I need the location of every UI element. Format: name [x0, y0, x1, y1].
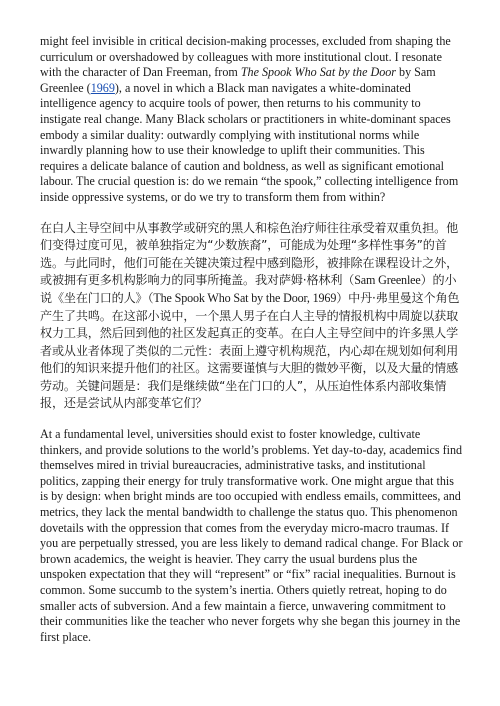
paragraph2-author-name: Sam Greenlee: [354, 273, 421, 288]
document-page: [40, 34, 464, 645]
paragraph2-book-reference: The Spook Who Sat by the Door, 1969: [153, 290, 337, 305]
book-title: The Spook Who Sat by the Door: [240, 65, 396, 80]
paragraph-english-2: At a fundamental level, universities should exist to foster knowledge, cultivate thinkers, and provide solutions to the world’s problems. Yet day-to-day, academics find themselves mired in trivial bureaucracies, administrative tasks, and institutional politics, zapping their energy for truly transformative work. One might argue that this is by design: when bright minds are too occupied with endless emails, committees, and metrics, they lack the mental bandwidth to challenge the status quo. This phenomenon dovetails with the oppression that comes from the everyday micro-macro traumas. If you are perpetually stressed, you are less likely to demand radical change. For Black or brown academics, the weight is heavier. They carry the usual burdens plus the unspoken expectation that they will “represent” or “fix” racial inequalities. Burnout is common. Some succumb to the system’s inertia. Others quietly retreat, hoping to do smaller acts of subversion. And a few maintain a fierce, unwavering commitment to their communities like the teacher who never forgets why she began this journey in the first place.: [40, 427, 463, 644]
paragraph1-text-c: ), a novel in which a Black man navigates a white-dominated intelligence agency to acquire tools of power, then returns to his community to instigate real change. Many Black scholars or practitioners in white-dominant spaces embody a similar duality: outwardly complying with institutional norms while inwardly planning how to use their knowledge to uplift their communities. This requires a delicate balance of caution and boldness, as well as significant emotional labour. The crucial question is: do we remain “the spook,” collecting intelligence from inside oppressive systems, or do we try to transform them from within?: [40, 80, 459, 204]
paragraph2-text-c: ）中丹·弗里曼这个角色产生了共鸣。在这部小说中，一个黑人男子在白人主导的情报机构中周旋以获取权力工具，然后回到他的社区发起真正的变革。在白人主导空间中的许多黑人学者或从业者体现了类似的二元性：表面上遵守机构规范，内心却在规划如何利用他们的知识来提升他们的社区。这需要谨慎与大胆的微妙平衡，以及大量的情感劳动。关键问题是：我们是继续做“坐在门口的人”，从压迫性体系内部收集情报，还是尝试从内部变革它们？: [40, 290, 460, 411]
paragraph1-text-b: by Sam Greenlee (: [40, 65, 436, 95]
paragraph1-text-a: might feel invisible in critical decision-making processes, excluded from shaping the curriculum or overshadowed by colleagues with more institutional clout. I resonate with the character of Dan Freeman, from: [40, 34, 451, 80]
paragraph-chinese: [40, 220, 464, 414]
paragraph2-text-b: ）的小说《坐在门口的人》（: [40, 273, 457, 305]
paragraph-english-1: [40, 34, 464, 206]
paragraph2-text-a: 在白人主导空间中从事教学或研究的黑人和棕色治疗师往往承受着双重负担。他们变得过度可见，被单独指定为“少数族裔”，可能成为处理“多样性事务”的首选。与此同时，他们可能在关键决策过程中感到隐形，被排除在课程设计之外，或被拥有更多机构影响力的同事所掩盖。我对萨姆·格林利（: [40, 220, 459, 288]
citation-year-link[interactable]: 1969: [90, 80, 115, 95]
